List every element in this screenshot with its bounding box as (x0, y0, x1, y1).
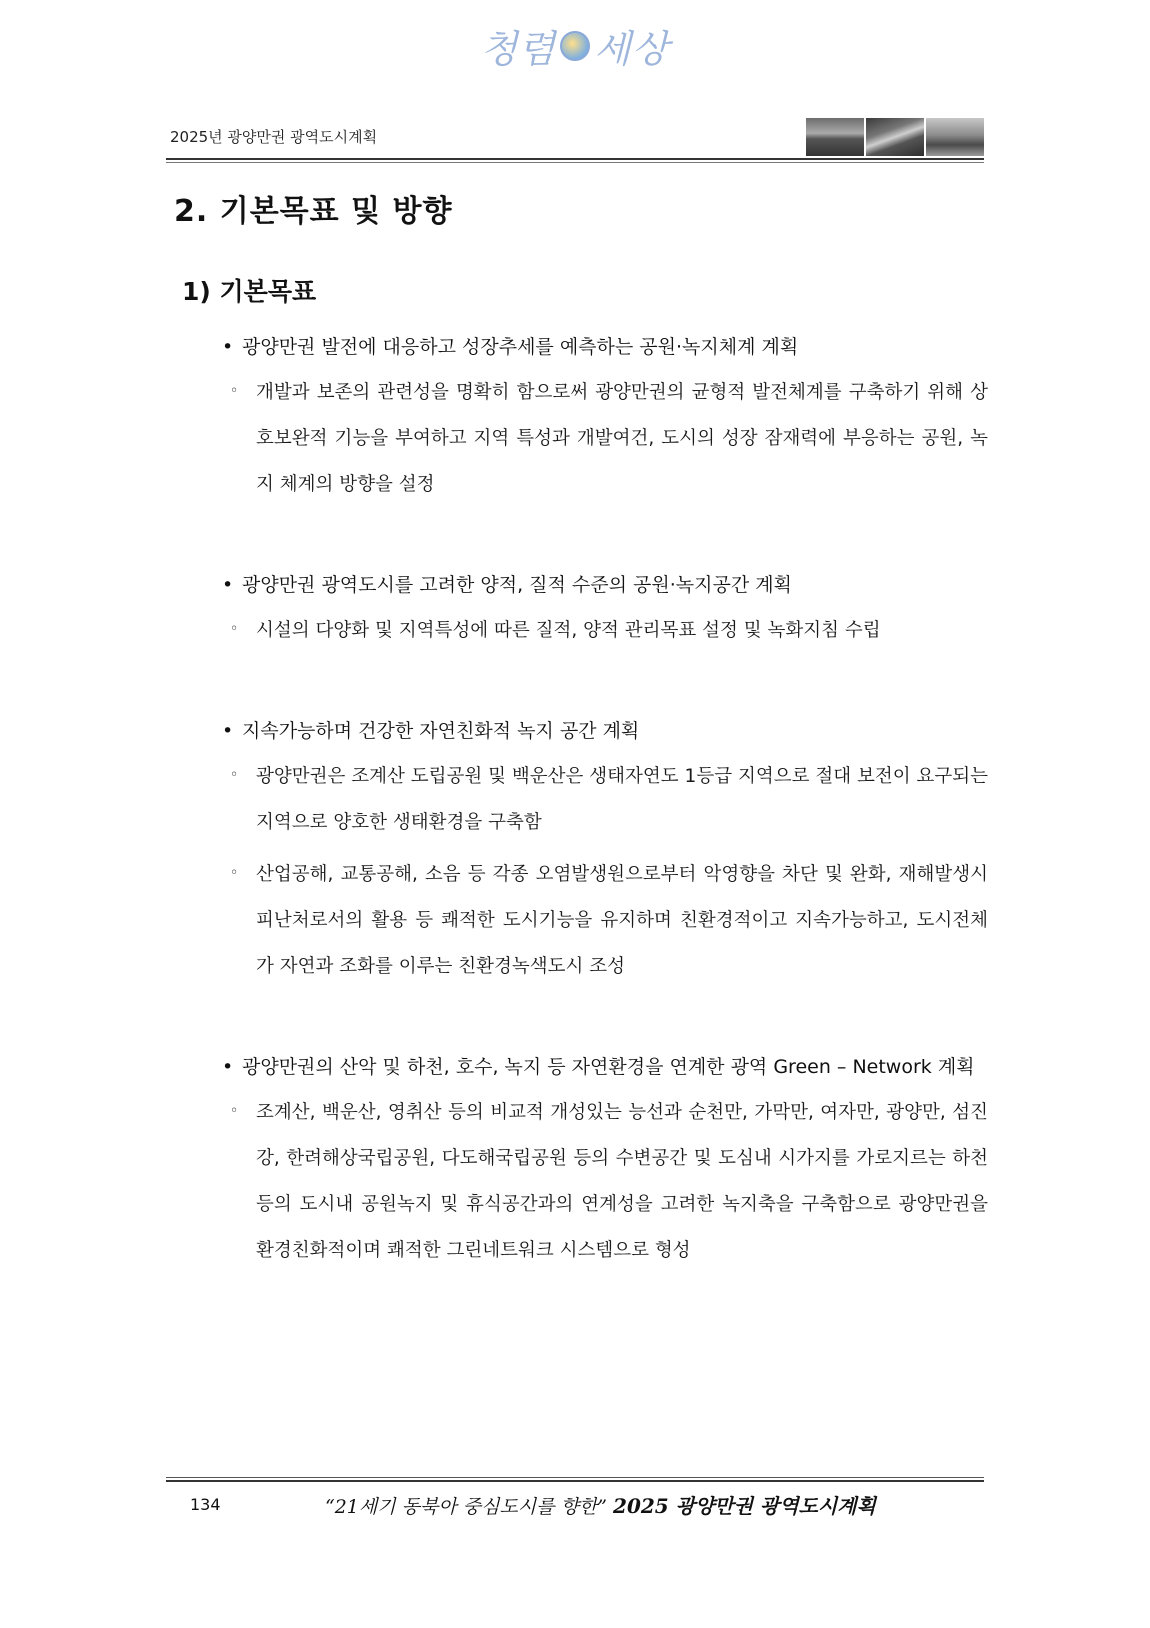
circle-bullet-icon: ◦ (230, 865, 239, 881)
goal-detail: ◦ 광양만권은 조계산 도립공원 및 백운산은 생태자연도 1등급 지역으로 절대 보전이 요구되는 지역으로 양호한 생태환경을 구축함 (218, 754, 988, 846)
circle-bullet-icon: ◦ (230, 621, 239, 637)
goal-heading: • 광양만권 발전에 대응하고 성장추세를 예측하는 공원·녹지체계 계획 (218, 330, 988, 364)
goal-detail: ◦ 개발과 보존의 관련성을 명확히 함으로써 광양만권의 균형적 발전체계를 구축하기 위해 상호보완적 기능을 부여하고 지역 특성과 개발여건, 도시의 성장 잠재력에 부응하는 공원, 녹지 체계의 방향을 설정 (218, 370, 988, 508)
bullet-dot-icon: • (222, 720, 234, 742)
footer-plan-title: 2025 광양만권 광역도시계획 (613, 1494, 876, 1518)
logo-text-left: 청렴 (480, 27, 556, 71)
header-photo-city (926, 118, 984, 156)
logo (0, 18, 1150, 73)
goal-heading: • 지속가능하며 건강한 자연친화적 녹지 공간 계획 (218, 714, 988, 748)
goal-detail: ◦ 조계산, 백운산, 영취산 등의 비교적 개성있는 능선과 순천만, 가막만, 여자만, 광양만, 섬진강, 한려해상국립공원, 다도해국립공원 등의 수변공간 및 도심내 시가지를 가로지르는 하천 등의 도시내 공원녹지 및 휴식공간과의 연계성을 고려한 녹지축을 구축함으로 광양만권을 환경친화적이며 쾌적한 그린네트워크 시스템으로 형성 (218, 1090, 988, 1274)
circle-bullet-icon: ◦ (230, 767, 239, 783)
circle-bullet-icon: ◦ (230, 383, 239, 399)
goal-detail: ◦ 산업공해, 교통공해, 소음 등 각종 오염발생원으로부터 악영향을 차단 및 완화, 재해발생시 피난처로서의 활용 등 쾌적한 도시기능을 유지하며 친환경적이고 지속가능하고, 도시전체가 자연과 조화를 이루는 친환경녹색도시 조성 (218, 852, 988, 990)
page-header (166, 118, 984, 160)
goal-detail: ◦ 시설의 다양화 및 지역특성에 따른 질적, 양적 관리목표 설정 및 녹화지침 수립 (218, 608, 988, 654)
header-divider (166, 158, 984, 163)
section-title: 2. 기본목표 및 방향 (174, 194, 453, 229)
bullet-dot-icon: • (222, 336, 234, 358)
logo-text-right: 세상 (594, 27, 670, 71)
header-photo-river (866, 118, 924, 156)
bullet-dot-icon: • (222, 1056, 234, 1078)
goal-heading: • 광양만권의 산악 및 하천, 호수, 녹지 등 자연환경을 연계한 광역 Green – Network 계획 (218, 1050, 988, 1084)
header-photos (806, 118, 984, 156)
circle-bullet-icon: ◦ (230, 1103, 239, 1119)
header-title: 2025년 광양만권 광역도시계획 (170, 128, 378, 146)
goal-heading: • 광양만권 광역도시를 고려한 양적, 질적 수준의 공원·녹지공간 계획 (218, 568, 988, 602)
content-body (218, 330, 988, 1274)
page-number: 134 (190, 1495, 221, 1514)
bullet-dot-icon: • (222, 574, 234, 596)
logo-seal-icon (560, 31, 590, 61)
footer-text (325, 1490, 876, 1519)
footer-divider (166, 1477, 984, 1482)
footer-slogan: “21세기 동북아 중심도시를 향한” (325, 1496, 607, 1518)
subsection-title: 1) 기본목표 (182, 277, 317, 306)
header-photo-bay (806, 118, 864, 156)
